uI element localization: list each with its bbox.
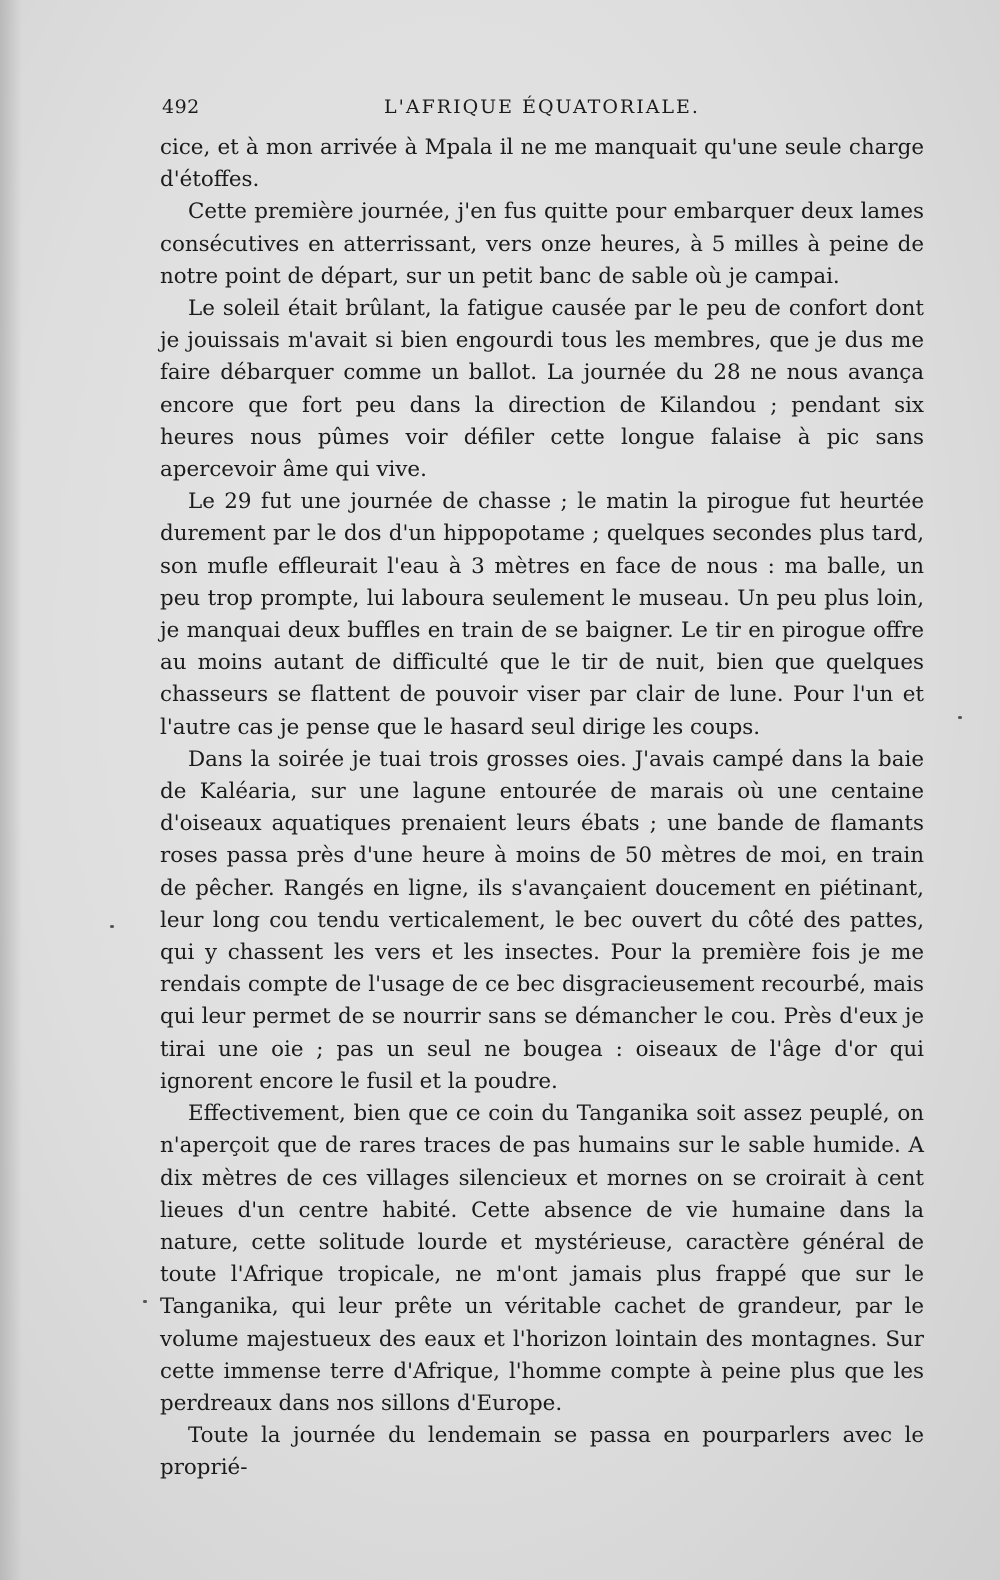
paragraph: Le soleil était brûlant, la fatigue causée par le peu de confort dont je jouissais m'avait si bien engourdi tous les membres, que je dus me faire débarquer comme un ballot. La journée du 28 ne nous avança encore que fort peu dans la direction de Kilandou ; pendant six heures nous pûmes voir défiler cette longue falaise à pic sans apercevoir âme qui vive. <box>160 296 924 483</box>
page-number: 492 <box>162 96 200 118</box>
margin-speck <box>143 1300 147 1303</box>
paragraph: Le 29 fut une journée de chasse ; le matin la pirogue fut heurtée durement par le dos d'un hippopotame ; quelques secondes plus tard, son mufle effleurait l'eau à 3 mètres en face de nous : ma balle, un peu trop prompte, lui laboura seulement le museau. Un peu plus loin, je manquai deux buffles en train de se baigner. Le tir en pirogue offre au moins autant de difficulté que le tir de nuit, bien que quelques chasseurs se flattent de pouvoir viser par clair de lune. Pour l'un et l'autre cas je pense que le hasard seul dirige les coups. <box>160 489 924 740</box>
paragraph: Dans la soirée je tuai trois grosses oies. J'avais campé dans la baie de Kaléaria, sur une lagune entourée de marais où une centaine d'oiseaux aquatiques prenaient leurs ébats ; une bande de flamants roses passa près d'une heure à moins de 50 mètres de moi, en train de pêcher. Rangés en ligne, ils s'avançaient doucement en piétinant, leur long cou tendu verticalement, le bec ouvert du côté des pattes, qui y chassent les vers et les insectes. Pour la première fois je me rendais compte de l'usage de ce bec disgracieusement recourbé, mais qui leur permet de se nourrir sans se démancher le cou. Près d'eux je tirai une oie ; pas un seul ne bougea : oiseaux de l'âge d'or qui ignorent encore le fusil et la poudre. <box>160 746 924 1094</box>
page-header <box>160 96 924 126</box>
paragraph: Effectivement, bien que ce coin du Tanganika soit assez peuplé, on n'aperçoit que de rares traces de pas humains sur le sable humide. A dix mètres de ces villages silencieux et mornes on se croirait à cent lieues d'un centre habité. Cette absence de vie humaine dans la nature, cette solitude lourde et mystérieuse, caractère général de toute l'Afrique tropicale, ne m'ont jamais plus frappé que sur le Tanganika, qui leur prête un véritable cachet de grandeur, par le volume majestueux des eaux et l'horizon lointain des montagnes. Sur cette immense terre d'Afrique, l'homme compte à peine plus que les perdreaux dans nos sillons d'Europe. <box>160 1101 924 1416</box>
paragraph: Toute la journée du lendemain se passa en pourparlers avec le proprié- <box>160 1423 924 1481</box>
running-title: L'AFRIQUE ÉQUATORIALE. <box>384 96 700 118</box>
gutter-shadow <box>0 0 22 1580</box>
margin-speck <box>958 716 962 719</box>
paragraph: Cette première journée, j'en fus quitte pour embarquer deux lames consécutives en atterrissant, vers onze heures, à 5 milles à peine de notre point de départ, sur un petit banc de sable où je campai. <box>160 199 924 289</box>
margin-speck <box>110 925 114 928</box>
body-text <box>160 132 924 1485</box>
paragraph: cice, et à mon arrivée à Mpala il ne me manquait qu'une seule charge d'étoffes. <box>160 135 924 193</box>
